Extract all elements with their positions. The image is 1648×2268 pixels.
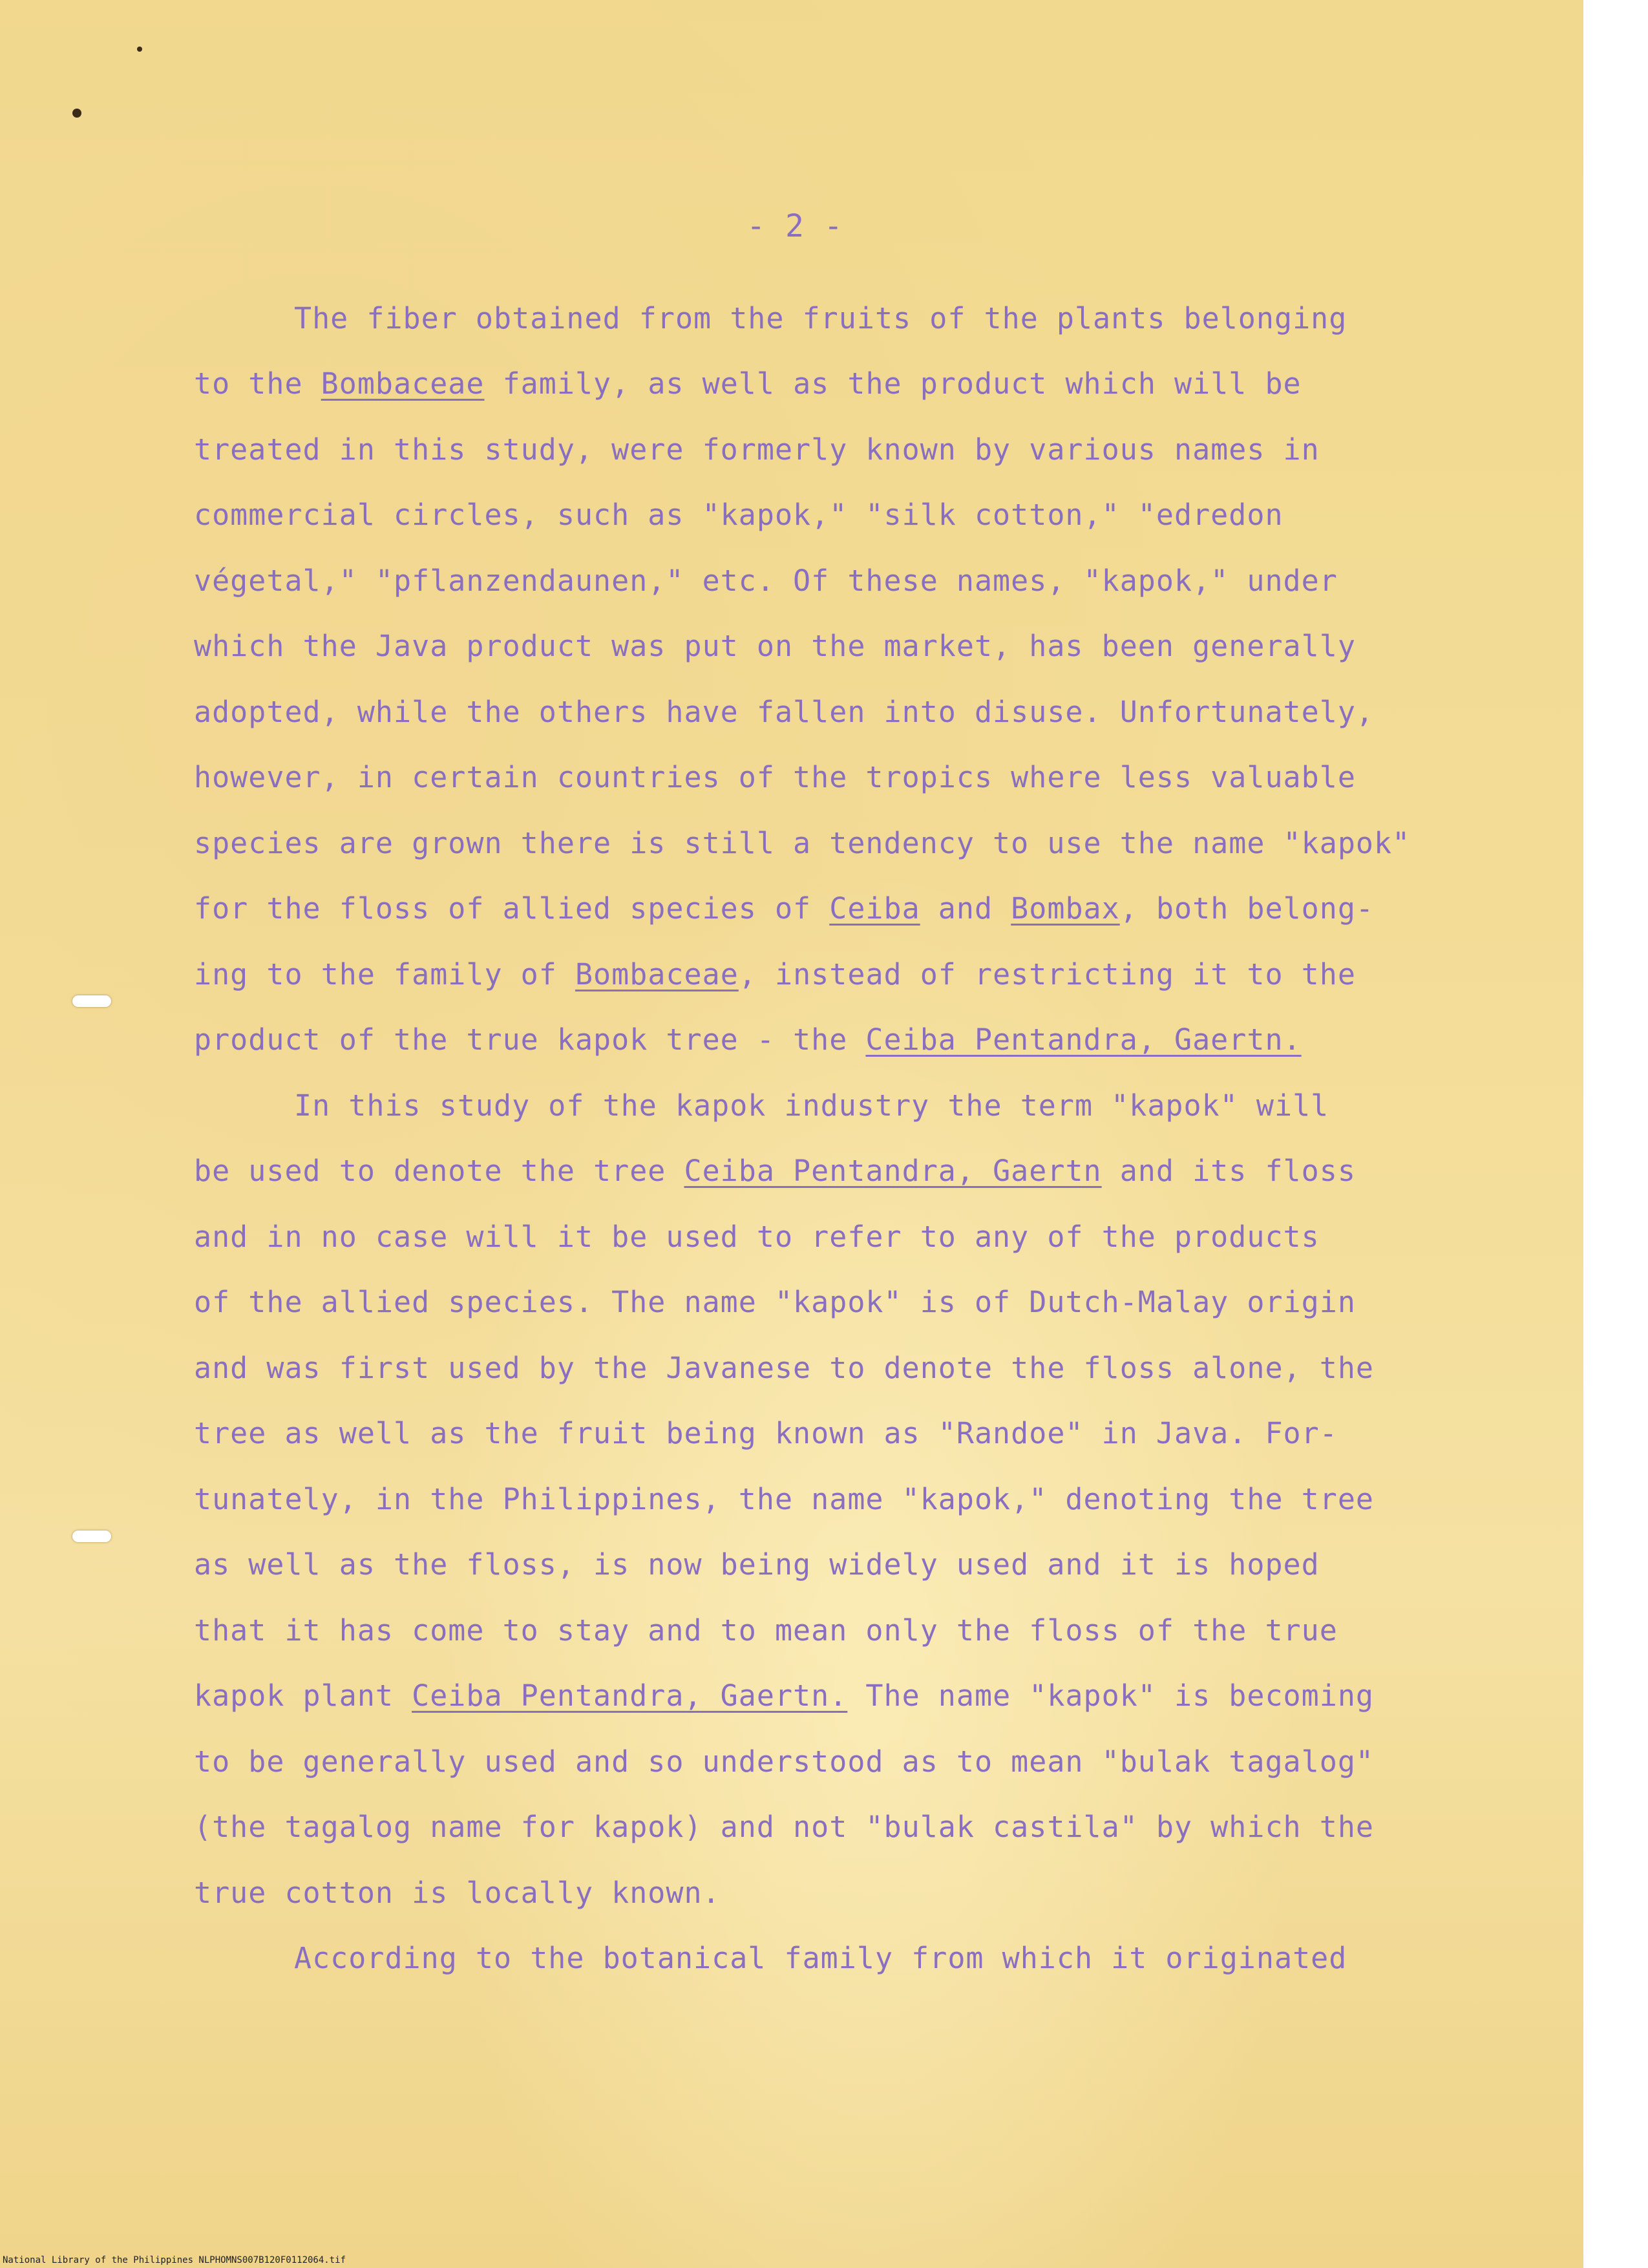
paragraph-3 xyxy=(194,1925,1525,1991)
underlined-term: Ceiba Pentandra, Gaertn. xyxy=(865,1023,1302,1057)
underlined-term: Ceiba Pentandra, Gaertn xyxy=(684,1154,1102,1188)
page-number: - 2 - xyxy=(746,208,843,244)
text-line: as well as the floss, is now being widely used and it is hoped xyxy=(194,1547,1320,1582)
text-line: kapok plant Ceiba Pentandra, Gaertn. The name "kapok" is becoming xyxy=(194,1679,1375,1713)
text-line: which the Java product was put on the market, has been generally xyxy=(194,629,1356,663)
text-line: for the floss of allied species of Ceiba and Bombax, both belong- xyxy=(194,891,1375,926)
underlined-term: Ceiba Pentandra, Gaertn. xyxy=(412,1679,848,1713)
text-line: that it has come to stay and to mean only the floss of the true xyxy=(194,1613,1338,1648)
text-line: tree as well as the fruit being known as "Randoe" in Java. For- xyxy=(194,1416,1338,1450)
binder-hole-top xyxy=(72,995,111,1007)
text-line: be used to denote the tree Ceiba Pentandra, Gaertn and its floss xyxy=(194,1154,1356,1188)
text-line: and in no case will it be used to refer to any of the products xyxy=(194,1219,1320,1254)
text-line: commercial circles, such as "kapok," "silk cotton," "edredon xyxy=(194,498,1284,532)
text-line: to be generally used and so understood as to mean "bulak tagalog" xyxy=(194,1744,1374,1779)
text-line: In this study of the kapok industry the term "kapok" will xyxy=(294,1088,1329,1123)
text-line: and was first used by the Javanese to denote the floss alone, the xyxy=(194,1350,1374,1385)
text-line: According to the botanical family from which it originated xyxy=(294,1941,1347,1975)
ink-speck xyxy=(72,109,81,118)
binder-hole-bottom xyxy=(72,1531,111,1542)
text-line: treated in this study, were formerly known by various names in xyxy=(194,432,1320,467)
text-line: true cotton is locally known. xyxy=(194,1875,721,1910)
underlined-term: Bombaceae xyxy=(321,366,485,401)
scan-margin xyxy=(1583,0,1648,2268)
text-line: (the tagalog name for kapok) and not "bulak castila" by which the xyxy=(194,1810,1374,1844)
ink-speck xyxy=(137,47,142,52)
text-line: The fiber obtained from the fruits of the plants belonging xyxy=(294,301,1347,335)
text-line: adopted, while the others have fallen into disuse. Unfortunately, xyxy=(194,694,1374,729)
text-line: species are grown there is still a tendency to use the name "kapok" xyxy=(194,825,1411,860)
underlined-term: Ceiba xyxy=(829,891,920,926)
scan-footer: National Library of the Philippines NLPHOMNS007B120F0112064.tif xyxy=(3,2255,346,2265)
typed-text xyxy=(194,194,1525,1991)
paragraph-2 xyxy=(194,1073,1525,1926)
text-line: to the Bombaceae family, as well as the product which will be xyxy=(194,366,1302,401)
underlined-term: Bombax xyxy=(1011,891,1120,926)
text-line: product of the true kapok tree - the Ceiba Pentandra, Gaertn. xyxy=(194,1023,1302,1057)
text-line: ing to the family of Bombaceae, instead of restricting it to the xyxy=(194,957,1356,991)
paragraph-1 xyxy=(194,286,1525,1073)
text-line: of the allied species. The name "kapok" is of Dutch-Malay origin xyxy=(194,1285,1356,1319)
text-line: végetal," "pflanzendaunen," etc. Of these names, "kapok," under xyxy=(194,563,1338,598)
text-line: tunately, in the Philippines, the name "kapok," denoting the tree xyxy=(194,1481,1374,1516)
text-line: however, in certain countries of the tropics where less valuable xyxy=(194,760,1356,794)
underlined-term: Bombaceae xyxy=(575,957,739,991)
